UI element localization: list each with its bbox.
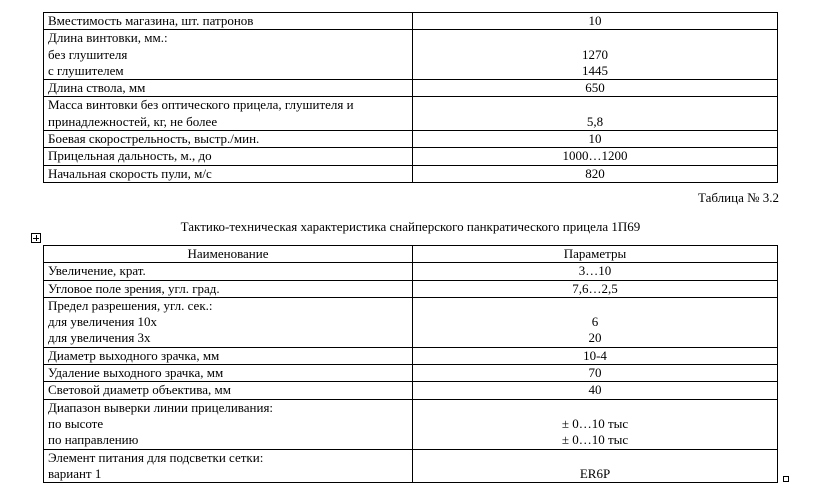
param-name-cell <box>44 80 413 97</box>
param-value-line: 6 <box>591 314 599 330</box>
param-value-line: 40 <box>588 382 602 398</box>
scope-specs-table <box>43 245 778 483</box>
param-value-cell <box>413 131 778 148</box>
param-name-line: Начальная скорость пули, м/с <box>48 165 212 181</box>
table-row <box>44 97 778 131</box>
param-value-cell <box>413 347 778 364</box>
param-name-line: по направлению <box>48 432 139 448</box>
table-row <box>44 347 778 364</box>
param-name-line: Диаметр выходного зрачка, мм <box>48 347 220 363</box>
table-move-handle-icon[interactable] <box>31 233 41 243</box>
param-value-line: ± 0…10 тыс <box>561 415 629 431</box>
table-row <box>44 131 778 148</box>
param-name-line: Длина ствола, мм <box>48 80 146 96</box>
param-name-line: по высоте <box>48 415 104 431</box>
table-row <box>44 263 778 280</box>
param-value-line <box>417 450 773 466</box>
param-name-line: Угловое поле зрения, угл. град. <box>48 280 220 296</box>
param-name-line: с глушителем <box>48 62 124 78</box>
header-name-cell: Наименование <box>44 246 413 263</box>
table-row <box>44 382 778 399</box>
param-value-cell <box>413 399 778 449</box>
param-value-cell <box>413 80 778 97</box>
table-row <box>44 165 778 182</box>
scope-specs-body <box>44 246 778 483</box>
param-value-cell <box>413 365 778 382</box>
table-row <box>44 280 778 297</box>
param-value-line: 650 <box>585 80 605 96</box>
table-row <box>44 13 778 30</box>
param-value-cell <box>413 382 778 399</box>
param-name-line: Предел разрешения, угл. сек.: <box>48 297 213 313</box>
param-value-line: 7,6…2,5 <box>572 280 618 296</box>
param-value-cell <box>413 297 778 347</box>
param-name-cell <box>44 365 413 382</box>
rifle-specs-table <box>43 12 778 183</box>
param-value-line <box>417 298 773 314</box>
param-name-cell <box>44 297 413 347</box>
param-value-line: 1000…1200 <box>562 148 628 164</box>
param-name-line: Масса винтовки без оптического прицела, глушителя и <box>48 97 354 113</box>
param-value-line: 5,8 <box>586 113 604 129</box>
param-name-line: принадлежностей, кг, не более <box>48 113 218 129</box>
param-value-cell <box>413 280 778 297</box>
param-name-cell <box>44 13 413 30</box>
param-name-cell <box>44 382 413 399</box>
param-value-cell <box>413 30 778 80</box>
param-name-cell <box>44 148 413 165</box>
header-value-cell: Параметры <box>413 246 778 263</box>
param-name-line: Длина винтовки, мм.: <box>48 30 168 46</box>
param-name-line: без глушителя <box>48 46 128 62</box>
param-value-line: 1270 <box>582 46 608 62</box>
param-name-cell <box>44 347 413 364</box>
param-name-cell <box>44 449 413 483</box>
param-name-line: Элемент питания для подсветки сетки: <box>48 449 264 465</box>
param-value-cell <box>413 165 778 182</box>
param-name-cell <box>44 97 413 131</box>
param-value-line: 70 <box>588 365 602 381</box>
param-name-cell <box>44 131 413 148</box>
table-row <box>44 148 778 165</box>
table-row <box>44 399 778 449</box>
param-name-line: Диапазон выверки линии прицеливания: <box>48 399 274 415</box>
param-value-cell <box>413 97 778 131</box>
param-name-line: для увеличения 3х <box>48 330 151 346</box>
param-name-line: для увеличения 10х <box>48 314 158 330</box>
param-value-line: 10 <box>588 131 602 147</box>
param-value-cell <box>413 449 778 483</box>
param-value-line <box>417 97 773 113</box>
table-row <box>44 449 778 483</box>
param-value-line <box>417 30 773 46</box>
param-value-line: 820 <box>585 165 605 181</box>
table-row <box>44 365 778 382</box>
rifle-specs-body <box>44 13 778 183</box>
param-value-line: 10 <box>588 13 602 28</box>
param-value-line: ± 0…10 тыс <box>561 432 629 448</box>
table-row <box>44 30 778 80</box>
param-value-line: 10-4 <box>583 347 607 363</box>
param-name-cell <box>44 399 413 449</box>
param-value-cell <box>413 263 778 280</box>
table-row <box>44 80 778 97</box>
table-row <box>44 297 778 347</box>
param-value-line: ER6P <box>579 465 611 481</box>
param-value-line <box>417 400 773 416</box>
param-name-cell <box>44 280 413 297</box>
table-number-caption: Таблица № 3.2 <box>697 190 779 205</box>
param-name-line: Вместимость магазина, шт. патронов <box>48 13 254 28</box>
param-name-line: Прицельная дальность, м., до <box>48 148 212 164</box>
param-value-cell <box>413 148 778 165</box>
param-value-line: 3…10 <box>578 263 612 279</box>
param-name-line: вариант 1 <box>48 465 102 481</box>
param-name-line: Удаление выходного зрачка, мм <box>48 365 224 381</box>
param-value-line: 1445 <box>582 62 608 78</box>
table-header-row <box>44 246 778 263</box>
param-name-cell <box>44 30 413 80</box>
param-name-line: Боевая скорострельность, выстр./мин. <box>48 131 260 147</box>
param-name-line: Увеличение, крат. <box>48 263 146 279</box>
param-name-cell <box>44 165 413 182</box>
param-name-line: Световой диаметр объектива, мм <box>48 382 231 398</box>
param-value-cell <box>413 13 778 30</box>
param-value-line: 20 <box>588 330 602 346</box>
table-resize-handle-icon[interactable] <box>783 476 789 482</box>
table-title-caption: Тактико-техническая характеристика снайперского панкратического прицела 1П69 <box>180 219 641 234</box>
param-name-cell <box>44 263 413 280</box>
